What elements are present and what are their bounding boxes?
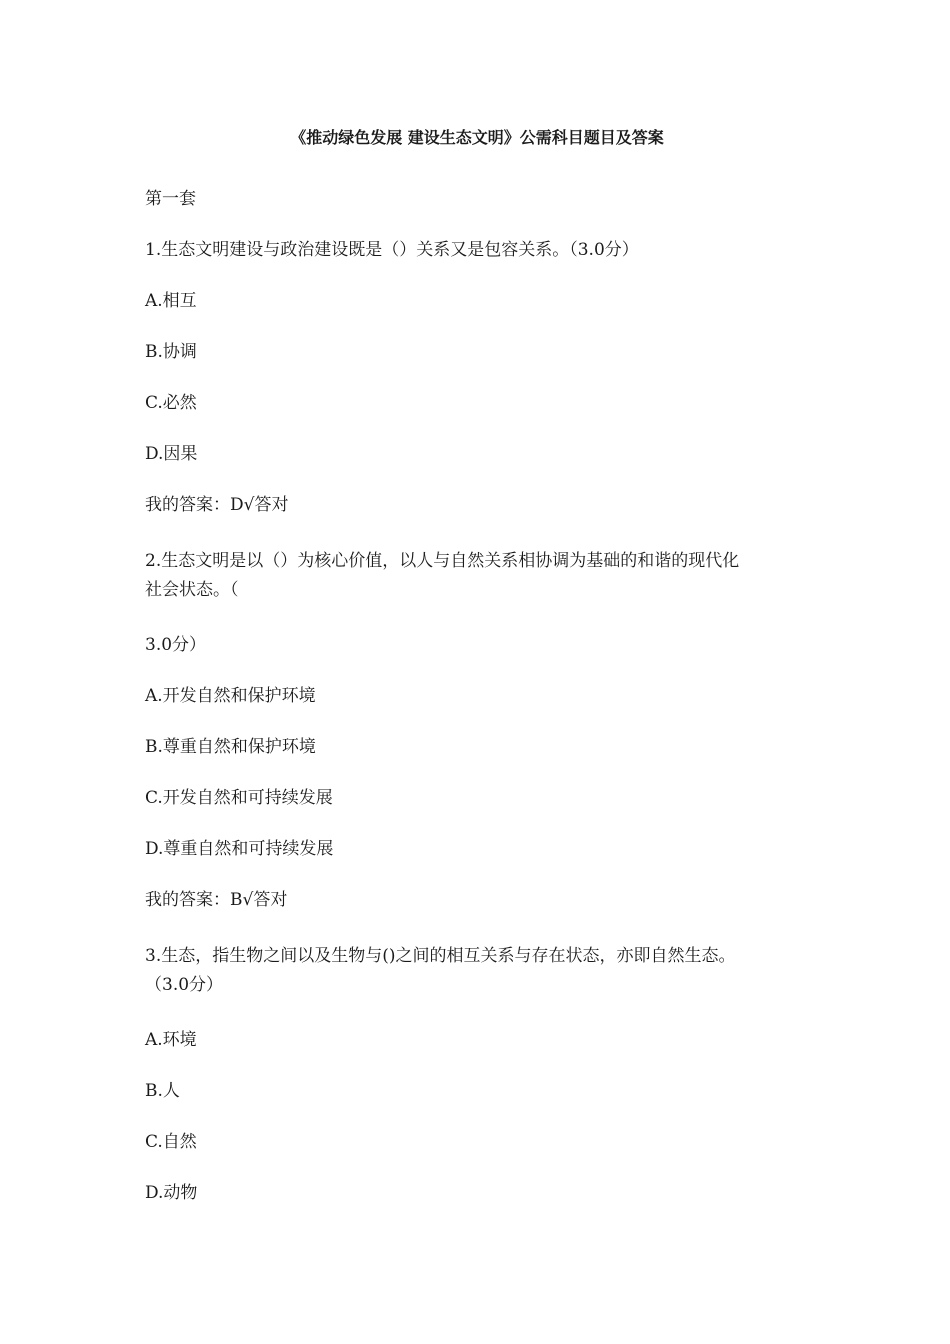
question-stem-line-1: 2.生态文明是以（）为核心价值，以人与自然关系相协调为基础的和谐的现代化 [145, 551, 740, 571]
option-c: C.开发自然和可持续发展 [145, 788, 333, 808]
option-d: D.动物 [145, 1183, 198, 1203]
question-3 [145, 938, 815, 1231]
option-d: D.因果 [145, 444, 198, 464]
option-a: A.开发自然和保护环境 [145, 686, 316, 706]
question-stem-line-2: （3.0分） [145, 975, 224, 995]
option-b: B.尊重自然和保护环境 [145, 737, 316, 757]
question-1 [145, 237, 815, 543]
question-stem-line-1: 3.生态，指生物之间以及生物与()之间的相互关系与存在状态，亦即自然生态。 [145, 946, 736, 966]
option-a: A.相互 [145, 291, 197, 311]
question-stem-line-3: 3.0分） [145, 635, 207, 655]
option-b: B.人 [145, 1081, 180, 1101]
question-stem: 1.生态文明建设与政治建设既是（）关系又是包容关系。（3.0分） [145, 240, 639, 260]
question-stem [145, 543, 815, 632]
option-a: A.环境 [145, 1030, 197, 1050]
set-label: 第一套 [145, 189, 196, 209]
question-stem-line-2: 社会状态。（ [145, 580, 239, 600]
document-body [145, 186, 815, 1231]
option-c: C.必然 [145, 393, 197, 413]
document-title: 《推动绿色发展 建设生态文明》公需科目题目及答案 [290, 128, 664, 147]
option-d: D.尊重自然和可持续发展 [145, 839, 334, 859]
question-stem [145, 938, 815, 1027]
my-answer: 我的答案：B√答对 [145, 890, 288, 910]
option-c: C.自然 [145, 1132, 197, 1152]
question-2 [145, 543, 815, 938]
my-answer: 我的答案：D√答对 [145, 495, 289, 515]
option-b: B.协调 [145, 342, 197, 362]
